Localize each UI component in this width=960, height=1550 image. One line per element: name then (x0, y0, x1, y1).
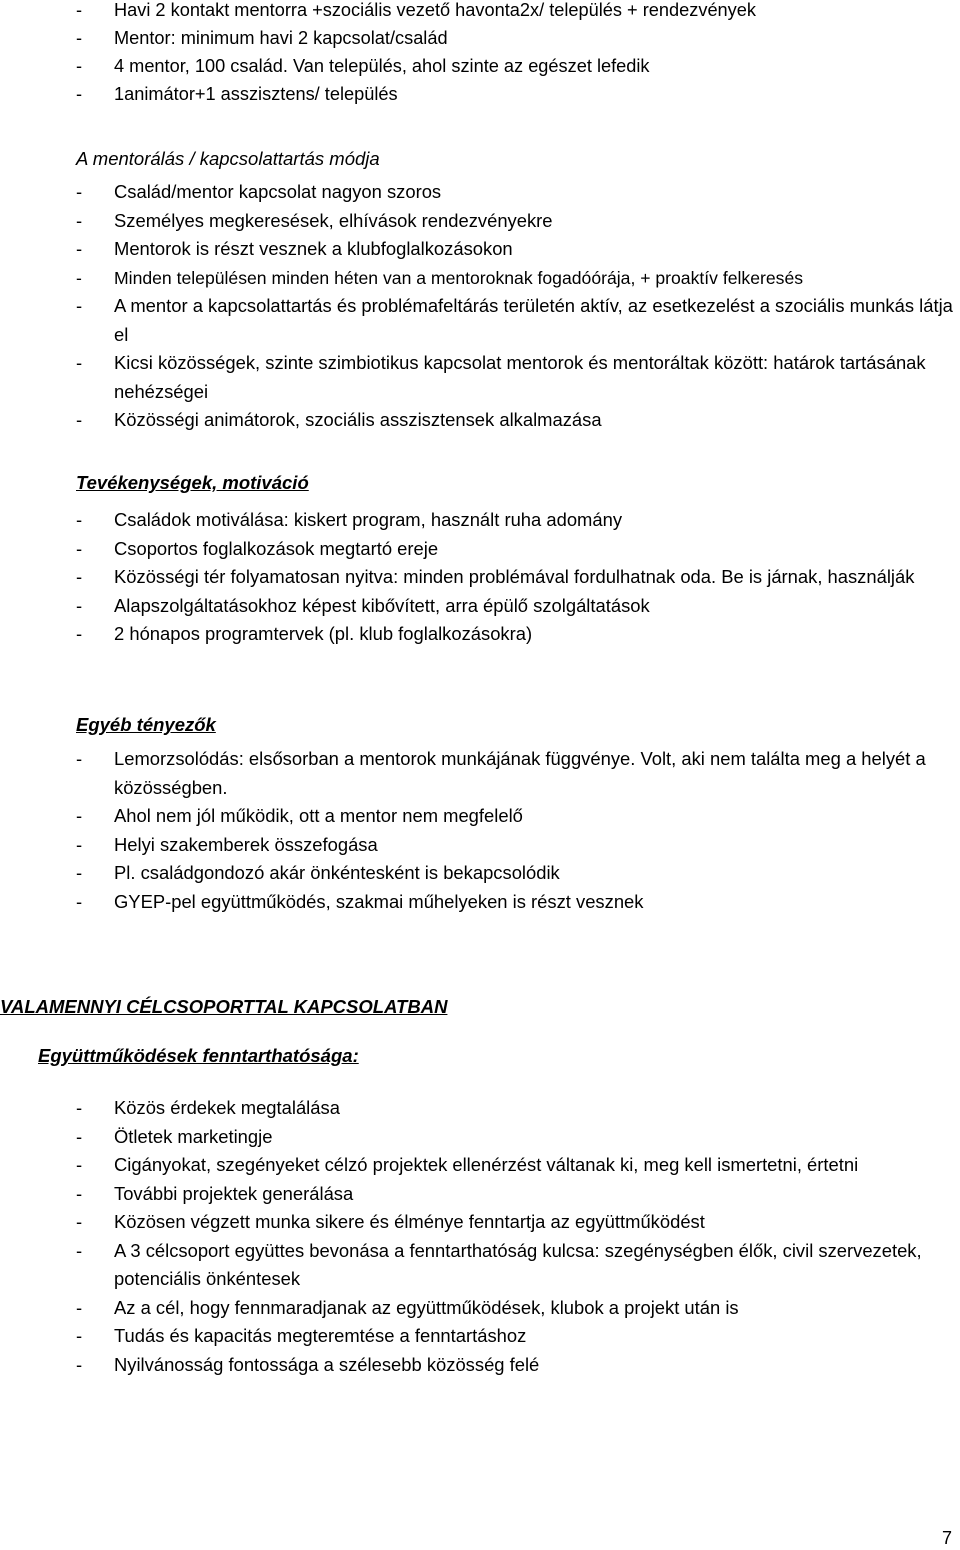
list-item: - Helyi szakemberek összefogása (0, 831, 960, 860)
list-item: - Ötletek marketingje (0, 1123, 960, 1152)
dash-mark: - (76, 409, 83, 430)
list-item: - 1animátor+1 asszisztens/ település (0, 80, 960, 108)
other-factors-heading: Egyéb tényezők (76, 714, 216, 735)
dash-mark: - (76, 890, 83, 912)
dash-mark: - (76, 1182, 83, 1204)
list-item: - A 3 célcsoport együttes bevonása a fenntarthatóság kulcsa: szegénységben élők, civil szervezetek, potenciális önkéntesek (0, 1237, 960, 1294)
dash-mark: - (76, 1325, 83, 1346)
list-item: - Havi 2 kontakt mentorra +szociális vezető havonta2x/ település + rendezvények (0, 0, 960, 24)
dash-mark: - (76, 594, 83, 616)
list-item: - Minden településen minden héten van a mentoroknak fogadóórája, + proaktív felkeresés (0, 264, 960, 293)
all-groups-subheading: Együttműködések fenntarthatósága: (38, 1045, 359, 1066)
dash-mark: - (76, 56, 83, 76)
list-item: - Lemorzsolódás: elsősorban a mentorok munkájának függvénye. Volt, aki nem találta meg a helyét a közösségben. (0, 745, 960, 802)
list-item: - Mentorok is részt vesznek a klubfoglalkozásokon (0, 235, 960, 264)
page-number: 7 (941, 1528, 952, 1548)
mentoring-list (0, 178, 960, 435)
dash-mark: - (76, 238, 83, 259)
dash-mark: - (76, 181, 83, 202)
list-item: - Közösségi animátorok, szociális asszisztensek alkalmazása (0, 406, 960, 435)
dash-mark: - (76, 295, 83, 316)
list-item: - Csoportos foglalkozások megtartó ereje (0, 535, 960, 564)
list-item: - Közösen végzett munka sikere és élménye fenntartja az együttműködést (0, 1208, 960, 1237)
list-item: - Alapszolgáltatásokhoz képest kibővített, arra épülő szolgáltatások (0, 592, 960, 621)
list-item: - Mentor: minimum havi 2 kapcsolat/család (0, 24, 960, 52)
activities-heading: Tevékenységek, motiváció (76, 472, 309, 493)
all-groups-section (0, 1094, 960, 1379)
all-groups-list (0, 1094, 960, 1379)
dash-mark: - (76, 1353, 83, 1375)
dash-mark: - (76, 623, 83, 644)
dash-mark: - (76, 862, 83, 883)
dash-mark: - (76, 1296, 83, 1318)
dash-mark: - (76, 748, 83, 769)
other-factors-section (0, 745, 960, 916)
intro-list (0, 0, 960, 108)
dash-mark: - (76, 1125, 83, 1147)
list-item: - GYEP-pel együttműködés, szakmai műhelyeken is részt vesznek (0, 888, 960, 917)
dash-mark: - (76, 509, 83, 530)
dash-mark: - (76, 1211, 83, 1232)
list-item: - Közös érdekek megtalálása (0, 1094, 960, 1123)
dash-mark: - (76, 28, 83, 48)
list-item: - Közösségi tér folyamatosan nyitva: minden problémával fordulhatnak oda. Be is járnak, használják (0, 563, 960, 592)
list-item: - Kicsi közösségek, szinte szimbiotikus kapcsolat mentorok és mentoráltak között: határok tartásának nehézségei (0, 349, 960, 406)
activities-section (0, 506, 960, 649)
list-item: - Családok motiválása: kiskert program, használt ruha adomány (0, 506, 960, 535)
dash-mark: - (76, 0, 83, 20)
list-item: - Az a cél, hogy fennmaradjanak az együttműködések, klubok a projekt után is (0, 1294, 960, 1323)
dash-mark: - (76, 537, 83, 559)
dash-mark: - (76, 1097, 83, 1118)
dash-mark: - (76, 352, 83, 373)
dash-mark: - (76, 566, 83, 587)
list-item: - 2 hónapos programtervek (pl. klub foglalkozásokra) (0, 620, 960, 649)
list-item: - További projektek generálása (0, 1180, 960, 1209)
dash-mark: - (76, 1239, 83, 1261)
list-item: - Személyes megkeresések, elhívások rendezvényekre (0, 207, 960, 236)
dash-mark: - (76, 209, 83, 231)
dash-mark: - (76, 833, 83, 855)
list-item: - Pl. családgondozó akár önkéntesként is bekapcsolódik (0, 859, 960, 888)
list-item: - Nyilvánosság fontossága a szélesebb közösség felé (0, 1351, 960, 1380)
dash-mark: - (76, 1154, 83, 1175)
activities-list (0, 506, 960, 649)
list-item: - Cigányokat, szegényeket célzó projektek ellenérzést váltanak ki, meg kell ismertetni, értetni (0, 1151, 960, 1180)
dash-mark: - (76, 805, 83, 826)
list-item: - 4 mentor, 100 család. Van település, ahol szinte az egészet lefedik (0, 52, 960, 80)
list-item: - Tudás és kapacitás megteremtése a fenntartáshoz (0, 1322, 960, 1351)
all-groups-heading: VALAMENNYI CÉLCSOPORTTAL KAPCSOLATBAN (0, 996, 448, 1017)
dash-mark: - (76, 267, 82, 288)
dash-mark: - (76, 84, 83, 104)
mentoring-section (0, 178, 960, 435)
intro-section (0, 0, 960, 108)
list-item: - A mentor a kapcsolattartás és problémafeltárás területén aktív, az esetkezelést a szociális munkás látja el (0, 292, 960, 349)
list-item: - Ahol nem jól működik, ott a mentor nem megfelelő (0, 802, 960, 831)
list-item: - Család/mentor kapcsolat nagyon szoros (0, 178, 960, 207)
other-factors-list (0, 745, 960, 916)
mentoring-heading: A mentorálás / kapcsolattartás módja (76, 148, 380, 169)
